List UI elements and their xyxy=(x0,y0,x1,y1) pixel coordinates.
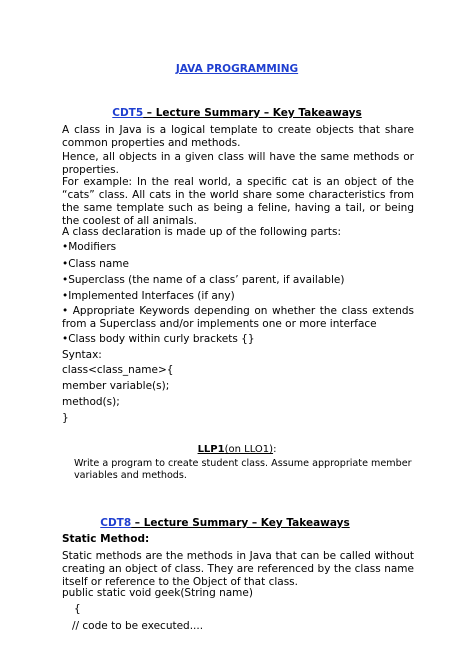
section-code: CDT8 xyxy=(100,517,132,529)
code-line: public static void geek(String name) xyxy=(62,587,253,599)
llp-label: LLP1 xyxy=(197,444,225,455)
paragraph: A class in Java is a logical template to create objects that share common properties and methods. xyxy=(62,124,414,149)
paragraph: Hence, all objects in a given class will have the same methods or properties. xyxy=(62,151,414,176)
paragraph: Static methods are the methods in Java that can be called without creating an object of class. They are referenced by the class name itself or reference to the Object of that class. xyxy=(62,550,414,588)
list-item: •Class body within curly brackets {} xyxy=(62,333,255,345)
code-line: method(s); xyxy=(62,396,120,408)
section-heading-cdt5 xyxy=(0,107,474,120)
static-method-title: Static Method: xyxy=(62,533,150,545)
llp-heading xyxy=(0,443,474,456)
list-item: •Modifiers xyxy=(62,241,117,253)
section-heading-cdt8 xyxy=(0,517,462,530)
list-item: •Class name xyxy=(62,258,129,270)
list-item: • Appropriate Keywords depending on whether the class extends from a Superclass and/or implements one or more interface xyxy=(62,305,414,330)
syntax-label: Syntax: xyxy=(62,349,102,361)
code-line: // code to be executed.... xyxy=(72,620,204,632)
section-heading-text: – Lecture Summary – Key Takeaways xyxy=(131,517,350,529)
code-line: { xyxy=(74,603,81,615)
paragraph: For example: In the real world, a specific cat is an object of the “cats” class. All cats in the world share some characteristics from the same template such as being a feline, having a tail, or being the coolest of all animals. xyxy=(62,176,414,227)
code-line: class<class_name>{ xyxy=(62,364,174,376)
paragraph: A class declaration is made up of the following parts: xyxy=(62,226,341,238)
llp-paren: (on LLO1) xyxy=(224,444,274,455)
section-code: CDT5 xyxy=(112,107,144,119)
section-heading-text: – Lecture Summary – Key Takeaways xyxy=(143,107,362,119)
code-line: } xyxy=(62,412,69,424)
document-title: JAVA PROGRAMMING xyxy=(175,63,299,75)
llp-colon: : xyxy=(273,444,277,455)
list-item: •Implemented Interfaces (if any) xyxy=(62,290,235,302)
list-item: •Superclass (the name of a class’ parent, if available) xyxy=(62,274,345,286)
code-line: member variable(s); xyxy=(62,380,170,392)
task-text: Write a program to create student class. Assume appropriate member variables and methods. xyxy=(74,458,412,481)
